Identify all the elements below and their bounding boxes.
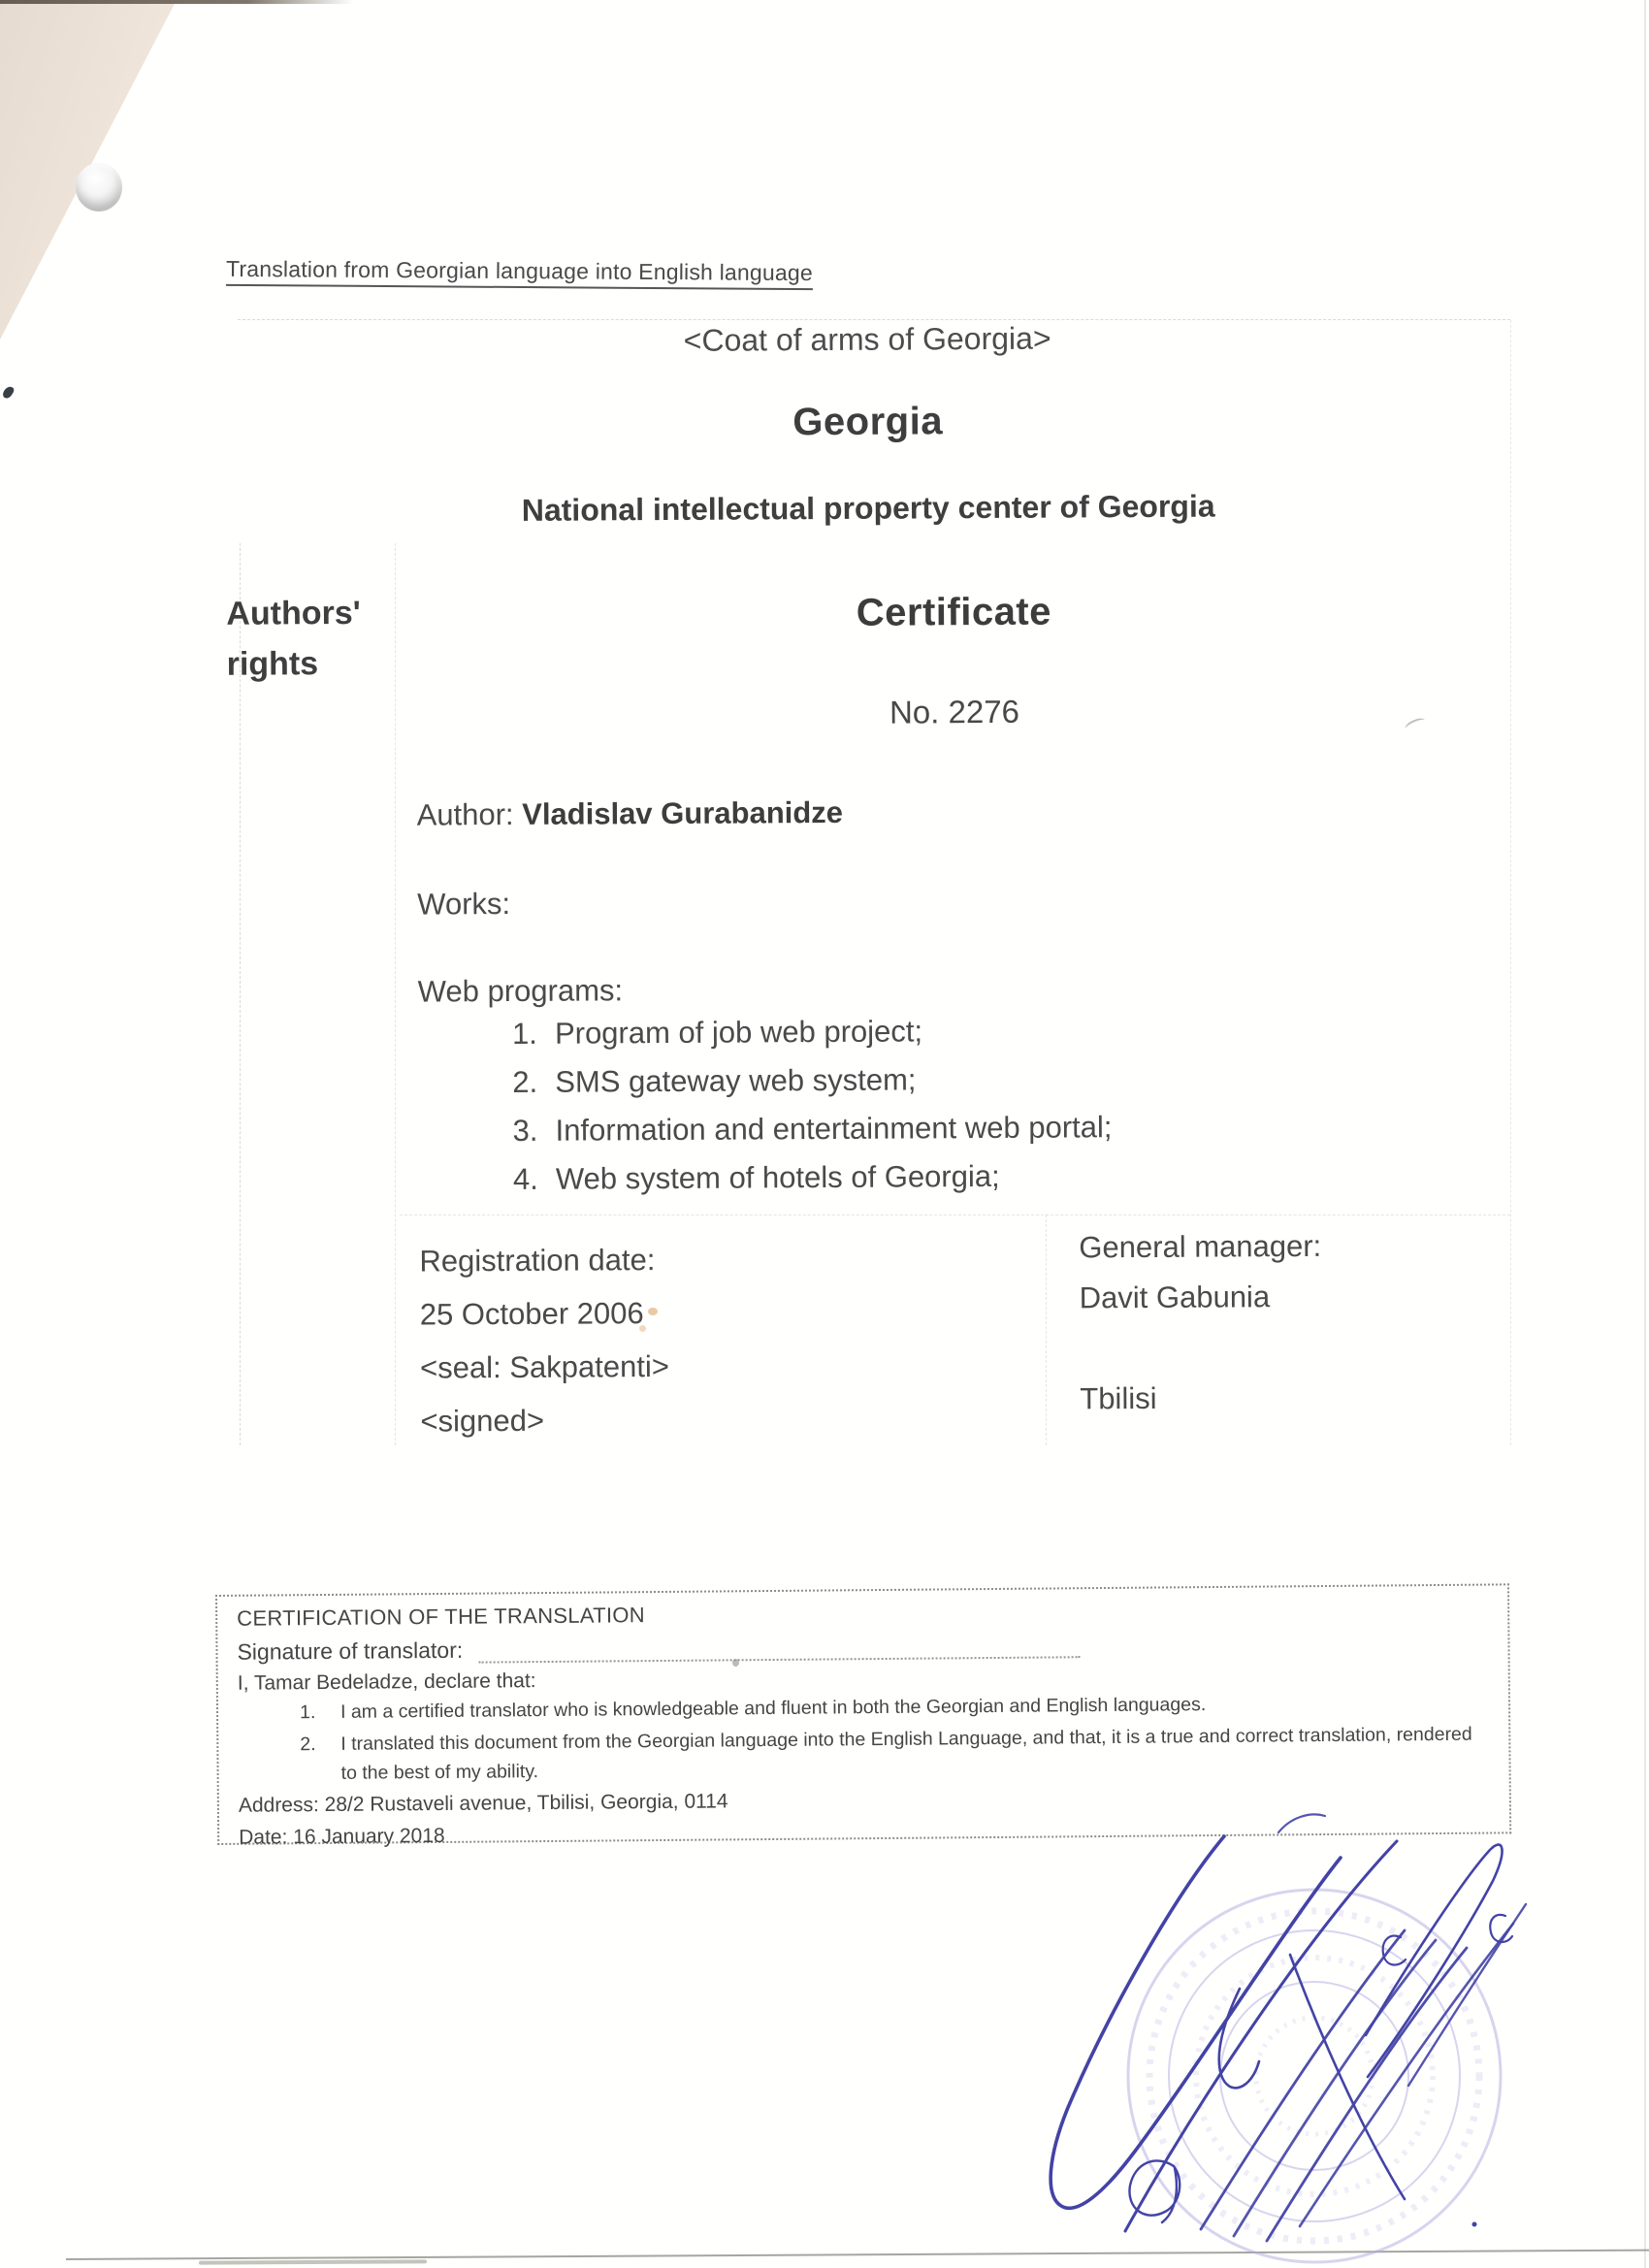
handwritten-signature: [1051, 1814, 1526, 2241]
authors-rights-line2: rights: [226, 645, 319, 683]
country-title: Georgia: [792, 400, 944, 444]
author-name: Vladislav Gurabanidze: [522, 794, 844, 831]
general-manager-name: Davit Gabunia: [1079, 1280, 1271, 1315]
certification-title: CERTIFICATION OF THE TRANSLATION: [237, 1603, 646, 1631]
translator-address: Address: 28/2 Rustaveli avenue, Tbilisi, Georgia, 0114: [238, 1790, 728, 1817]
certification-statement: [238, 1721, 1489, 1789]
registration-label: Registration date:: [419, 1243, 656, 1279]
work-item-number: 4.: [512, 1161, 538, 1196]
seal-note: <seal: Sakpatenti>: [420, 1348, 670, 1385]
registration-date: 25 October 2006: [419, 1296, 644, 1332]
work-item-text: Web system of hotels of Georgia;: [555, 1158, 1000, 1196]
signature-dotted-line: [478, 1636, 1080, 1663]
signature-of-translator-row: [237, 1629, 1488, 1666]
work-item-number: 3.: [512, 1113, 538, 1148]
authors-rights-label: [226, 588, 361, 690]
translation-note: Translation from Georgian language into English language: [226, 256, 813, 290]
signed-note: <signed>: [420, 1403, 545, 1439]
works-label: Works:: [417, 886, 511, 922]
work-item-text: SMS gateway web system;: [555, 1062, 917, 1099]
work-item: [512, 1014, 922, 1052]
work-item: [513, 1110, 1113, 1149]
organization-name: National intellectual property center of Georgia: [521, 488, 1215, 528]
signature-area: [989, 1809, 1552, 2265]
author-line: [417, 795, 844, 833]
work-item: [513, 1159, 1000, 1197]
general-manager-label: General manager:: [1079, 1228, 1322, 1265]
coat-of-arms-note: <Coat of arms of Georgia>: [683, 320, 1051, 358]
work-item: [512, 1062, 916, 1100]
scan-bottom-edge-smudge: [199, 2259, 427, 2264]
registration-block: [419, 1233, 669, 1448]
work-item-text: Program of job web project;: [554, 1014, 923, 1051]
web-programs-label: Web programs:: [417, 973, 624, 1009]
certification-box: [215, 1583, 1511, 1849]
work-item-number: 1.: [511, 1016, 537, 1051]
statement-text: I am a certified translator who is knowledgeable and fluent in both the Georgian and English languages.: [340, 1694, 1207, 1723]
work-item-number: 2.: [512, 1064, 538, 1099]
author-label: Author:: [416, 796, 514, 832]
certificate-number: No. 2276: [889, 693, 1020, 730]
translation-date: Date: 16 January 2018: [239, 1824, 445, 1849]
city-name: Tbilisi: [1080, 1380, 1157, 1416]
statement-text: I translated this document from the Georgian language into the English Language, and that, it is a true and correct translation, rendered to the best of my ability.: [340, 1723, 1472, 1784]
statement-number: 2.: [300, 1733, 316, 1756]
authors-rights-line1: Authors': [226, 594, 361, 632]
certificate-title: Certificate: [856, 590, 1052, 634]
work-item-text: Information and entertainment web portal;: [555, 1110, 1113, 1148]
statement-number: 1.: [299, 1701, 316, 1724]
declarant-line: I, Tamar Bedeladze, declare that:: [237, 1669, 536, 1695]
general-manager-block: [1079, 1221, 1322, 1425]
signature-label: Signature of translator:: [237, 1636, 464, 1665]
